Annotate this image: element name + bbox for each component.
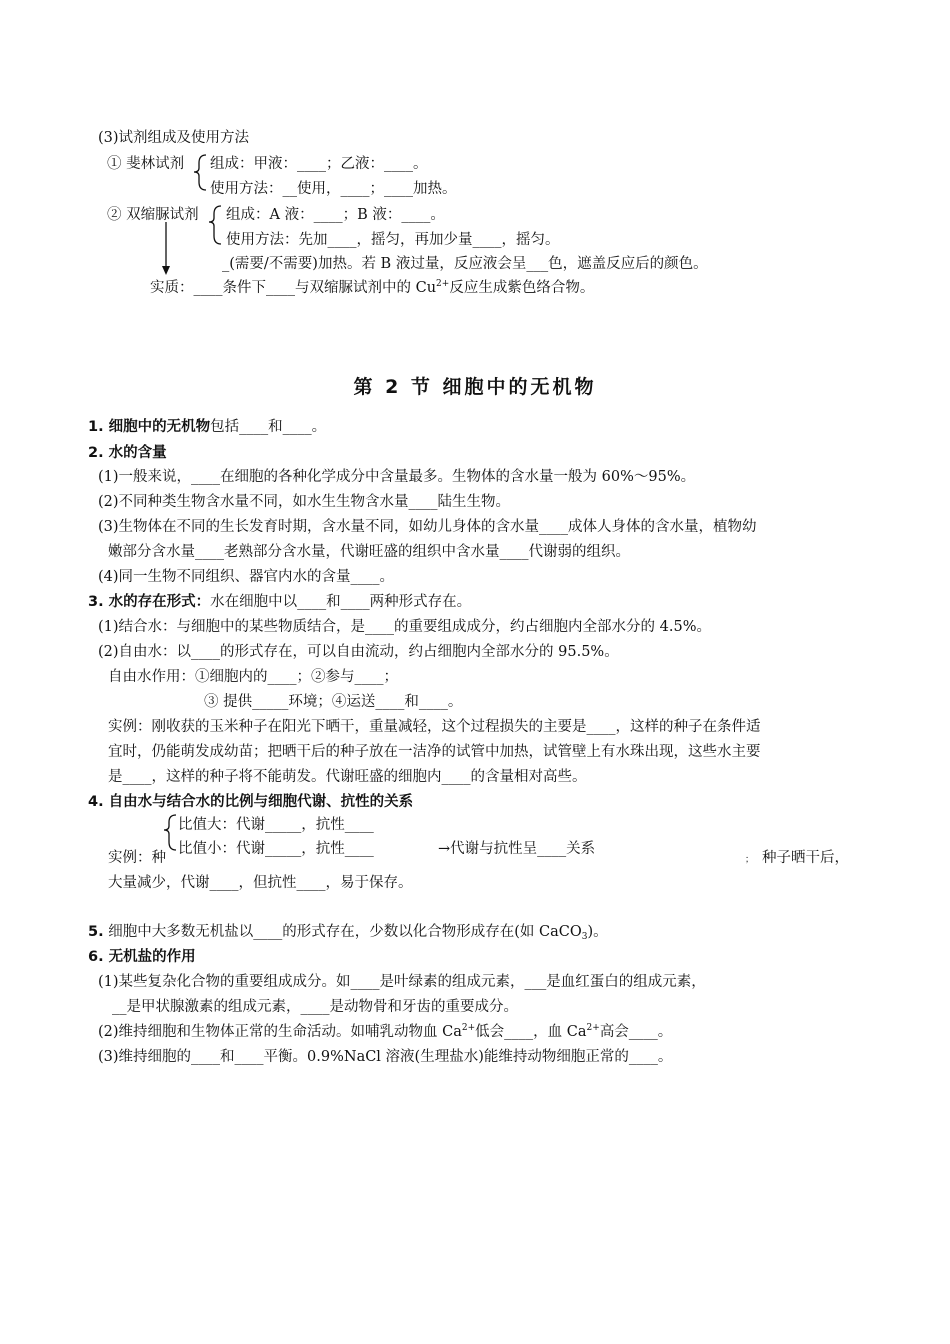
essence-post: 反应生成紫色络合物。 <box>449 280 595 296</box>
q3-item-2: (2)自由水：以____的形式存在，可以自由流动，约占细胞内全部水分的 95.5%。 <box>98 644 619 660</box>
q6-2-pre: (2)维持细胞和生物体正常的生命活动。如哺乳动物血 Ca <box>98 1024 462 1040</box>
essence-arrow-head <box>162 266 170 275</box>
q5-post: )。 <box>587 924 608 940</box>
ratio-big: 比值大：代谢_____，抗性____ <box>178 817 374 833</box>
section-title: 第 2 节 细胞中的无机物 <box>353 376 597 398</box>
biuret-usage: 使用方法：先加____，摇匀，再加少量____，摇匀。 <box>226 232 560 248</box>
q2-item-2: (2)不同种类生物含水量不同，如水生生物含水量____陆生生物。 <box>98 494 511 510</box>
ratio-arrow-text: →代谢与抗性呈____关系 <box>438 841 596 857</box>
q4-semicolon: ； <box>745 855 755 865</box>
q5-pre: 细胞中大多数无机盐以____的形式存在，少数以化合物形成存在(如 CaCO <box>108 924 582 940</box>
biuret-brace <box>209 206 221 244</box>
reagents-heading: (3)试剂组成及使用方法 <box>98 130 250 146</box>
q3-text: 水在细胞中以____和____两种形式存在。 <box>210 594 472 610</box>
q6-item-3: (3)维持细胞的____和____平衡。0.9%NaCl 溶液(生理盐水)能维持动物细胞正常的____。 <box>98 1049 673 1065</box>
q6-heading: 6. 无机盐的作用 <box>88 949 196 965</box>
q2-item-3b: 嫩部分含水量____老熟部分含水量，代谢旺盛的组织中含水量____代谢弱的组织。 <box>108 544 630 560</box>
q2-item-4: (4)同一生物不同组织、器官内水的含量____。 <box>98 569 395 585</box>
q4-heading: 4. 自由水与结合水的比例与细胞代谢、抗性的关系 <box>88 794 414 810</box>
q2-heading: 2. 水的含量 <box>88 445 167 461</box>
example-line-c: 是____，这样的种子将不能萌发。代谢旺盛的细胞内____的含量相对高些。 <box>108 769 587 785</box>
essence-pre: 实质：____条件下____与双缩脲试剂中的 Cu <box>150 280 437 296</box>
free-water-role-b: ③ 提供_____环境；④运送____和____。 <box>204 694 463 710</box>
q1-heading: 1. 细胞中的无机物 <box>88 419 211 435</box>
q6-2-mid: 低会____，血 Ca <box>475 1024 587 1040</box>
ratio-brace <box>164 815 176 850</box>
q6-item-1a: (1)某些复杂化合物的重要组成成分。如____是叶绿素的组成元素，___是血红蛋白的组成元素， <box>98 974 706 990</box>
essence-line <box>150 278 594 298</box>
free-water-role-a: 自由水作用：①细胞内的____；②参与____； <box>108 669 398 685</box>
q6-item-1b: __是甲状腺激素的组成元素，____是动物骨和牙齿的重要成分。 <box>112 999 518 1015</box>
example-line-a: 实例：刚收获的玉米种子在阳光下晒干，重量减轻，这个过程损失的主要是____，这样的种子在条件适 <box>108 719 761 735</box>
q4-example-line2: 大量减少，代谢____，但抗性____，易于保存。 <box>108 875 413 891</box>
biuret-name: ② 双缩脲试剂 <box>107 207 199 223</box>
essence-sup: 2+ <box>436 279 450 289</box>
fehling-usage: 使用方法：__使用，____；____加热。 <box>210 181 457 197</box>
q5-line <box>88 922 608 942</box>
q5-heading: 5. <box>88 924 104 940</box>
q2-item-1: (1)一般来说，____在细胞的各种化学成分中含量最多。生物体的含水量一般为 60%～95%。 <box>98 469 696 485</box>
q3-heading: 3. 水的存在形式： <box>88 594 211 610</box>
example-line-b: 宜时，仍能萌发成幼苗；把晒干后的种子放在一洁净的试管中加热，试管壁上有水珠出现，这些水主要 <box>108 744 761 760</box>
fehling-brace <box>194 155 206 190</box>
q6-2-post: 高会____。 <box>599 1024 673 1040</box>
q5-sub: 3 <box>581 932 588 942</box>
q3-item-1: (1)结合水：与细胞中的某些物质结合，是____的重要组成成分，约占细胞内全部水分的 4.5%。 <box>98 619 711 635</box>
q1-text: 包括____和____。 <box>210 419 327 435</box>
biuret-composition: 组成：A 液：____；B 液：____。 <box>226 207 445 223</box>
biuret-heat-note: _(需要/不需要)加热。若 B 液过量，反应液会呈___色，遮盖反应后的颜色。 <box>222 256 708 272</box>
q2-item-3a: (3)生物体在不同的生长发育时期，含水量不同，如幼儿身体的含水量____成体人身体的含水量，植物幼 <box>98 519 757 535</box>
q1-line <box>88 417 326 437</box>
q3-line <box>88 592 471 612</box>
fehling-name: ① 斐林试剂 <box>107 156 185 172</box>
q6-2-sup2: 2+ <box>586 1023 600 1033</box>
fehling-composition: 组成：甲液：____；乙液：____。 <box>210 156 428 172</box>
q6-item-2 <box>98 1022 672 1042</box>
q6-2-sup1: 2+ <box>461 1023 476 1033</box>
q4-example-label: 实例：种 <box>108 850 166 866</box>
q4-example-tail: 种子晒干后， <box>762 850 849 866</box>
ratio-small: 比值小：代谢_____，抗性____ <box>178 841 374 857</box>
